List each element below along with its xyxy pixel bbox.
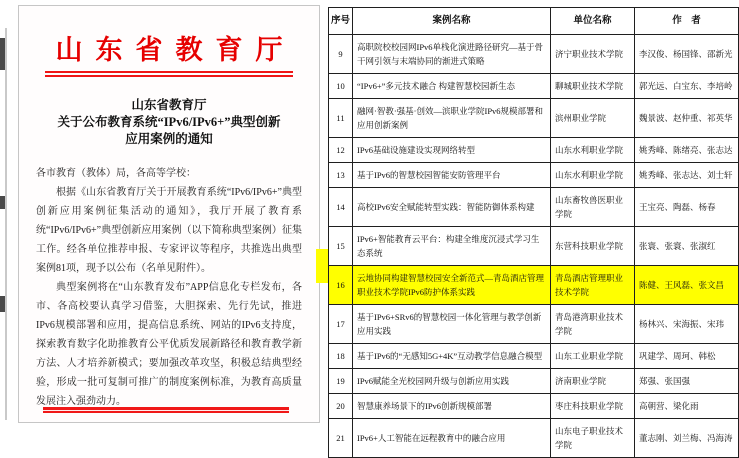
table-row [329,344,739,369]
row-number: 17 [329,305,353,344]
unit-name: 济宁职业技术学院 [551,35,635,74]
table-row [329,99,739,138]
unit-name: 济南职业学院 [551,369,635,394]
row-number: 12 [329,138,353,163]
authors: 巩建学、周珂、韩松 [635,344,739,369]
authors: 杨林兴、宋海振、宋玮 [635,305,739,344]
unit-name: 山东电子职业技术学院 [551,419,635,458]
case-table-container [328,7,738,458]
authors: 姚秀峰、陈绪亮、张志达 [635,138,739,163]
case-name: 云地协同构建智慧校园安全新范式—青岛酒店管理职业技术学院IPv6防护体系实践 [353,266,551,305]
case-name: 基于IPv6的“无感知5G+4K”互动教学信息融合模型 [353,344,551,369]
unit-name: 滨州职业学院 [551,99,635,138]
row-number: 9 [329,35,353,74]
notice-title-line: 山东省教育厅 [131,98,207,112]
row-number: 19 [329,369,353,394]
row-number: 21 [329,419,353,458]
unit-name: 青岛港湾职业技术学院 [551,305,635,344]
authors: 高朝营、梁化雨 [635,394,739,419]
masthead-double-rule [45,71,293,77]
scan-artifact [0,38,5,70]
table-row [329,419,739,458]
scan-artifact [0,196,5,209]
table-row [329,163,739,188]
unit-name: 山东工业职业学院 [551,344,635,369]
header-case-name: 案例名称 [353,8,551,35]
case-name: 融网·智教·强基·创效—滨职业学院IPv6规模部署和应用创新案例 [353,99,551,138]
authors: 陈健、王风磊、张文昌 [635,266,739,305]
unit-name: 山东水利职业学院 [551,163,635,188]
table-row [329,266,739,305]
table-row [329,305,739,344]
case-name: IPv6+人工智能在远程教育中的融合应用 [353,419,551,458]
unit-name: 山东畜牧兽医职业学院 [551,188,635,227]
row-number: 18 [329,344,353,369]
authors: 郭光远、白宝东、李培岭 [635,74,739,99]
table-row [329,394,739,419]
table-row [329,227,739,266]
table-row [329,74,739,99]
table-row [329,369,739,394]
notice-title [19,97,319,148]
authors: 张寰、张寰、张淑红 [635,227,739,266]
authors: 董志刚、刘兰梅、冯海涛 [635,419,739,458]
case-table [328,7,739,458]
notice-paragraph: 根据《山东省教育厅关于开展教育系统“IPv6/IPv6+”典型创新应用案例征集活动的通知》，我厅开展了教育系统“IPv6/IPv6+”典型创新应用案例（以下简称典型案例）征集工作。经各单位推荐申报、专家评议等程序，共推选出典型案例81项，现予以公布（名单见附件）。 [36,187,302,274]
row-number: 11 [329,99,353,138]
case-name: 基于IPv6+SRv6的智慧校园一体化管理与教学创新应用实践 [353,305,551,344]
table-row [329,188,739,227]
notice-salutation: 各市教育（教体）局，各高等学校： [36,168,196,179]
agency-masthead: 山东省教育厅 [55,35,296,65]
notice-body [36,164,302,411]
row-number: 15 [329,227,353,266]
notice-document-page [18,5,320,423]
table-header-row [329,8,739,35]
unit-name: 聊城职业技术学院 [551,74,635,99]
case-name: 智慧康养场景下的IPv6创新规模部署 [353,394,551,419]
notice-title-line: 关于公布教育系统“IPv6/IPv6+”典型创新 [57,115,281,129]
unit-name: 枣庄科技职业学院 [551,394,635,419]
row-number: 20 [329,394,353,419]
case-name: IPv6+智能教育云平台：构建全维度沉浸式学习生态系统 [353,227,551,266]
notice-paragraph: 典型案例将在“山东教育发布”APP信息化专栏发布，各市、各高校要认真学习借鉴，大胆探索、先行先试，推进IPv6规模部署和应用，提高信息系统、网站的IPv6支持度，探索教育数字化助推教育公平优质发展新路径和教育教学新方法、人才培养新模式；要加强改革攻坚，积极总结典型经验，形成一批可复制可推广的制度案例标准，为教育高质量发展注入强劲动力。 [36,282,302,407]
authors: 郑强、张国强 [635,369,739,394]
case-name: IPv6赋能全光校园网升级与创新应用实践 [353,369,551,394]
footer-double-rule [43,407,289,413]
row-number: 14 [329,188,353,227]
authors: 姚秀峰、张志达、刘士轩 [635,163,739,188]
table-row [329,138,739,163]
row-number: 13 [329,163,353,188]
scan-artifact [0,296,5,312]
notice-title-line: 应用案例的通知 [125,132,213,146]
case-name: “IPv6+”多元技术融合 构建智慧校园新生态 [353,74,551,99]
authors: 魏景波、赵仲重、祁英华 [635,99,739,138]
header-authors: 作 者 [635,8,739,35]
case-name: 高校IPv6安全赋能转型实践：智能防御体系构建 [353,188,551,227]
header-row-number: 序号 [329,8,353,35]
row-number: 10 [329,74,353,99]
case-table-body [329,35,739,458]
case-name: IPv6基础设施建设实现网络转型 [353,138,551,163]
header-unit-name: 单位名称 [551,8,635,35]
scan-edge-line [5,28,7,420]
row-number: 16 [329,266,353,305]
unit-name: 山东水利职业学院 [551,138,635,163]
case-name: 高职院校校园网IPv6单栈化演进路径研究—基于骨干网引领与末端协同的渐进式策略 [353,35,551,74]
table-row [329,35,739,74]
authors: 王宝亮、陶磊、杨春 [635,188,739,227]
unit-name: 青岛酒店管理职业技术学院 [551,266,635,305]
case-name: 基于IPv6的智慧校园智能安防管理平台 [353,163,551,188]
unit-name: 东营科技职业学院 [551,227,635,266]
authors: 李汉俊、杨国锋、邵新光 [635,35,739,74]
